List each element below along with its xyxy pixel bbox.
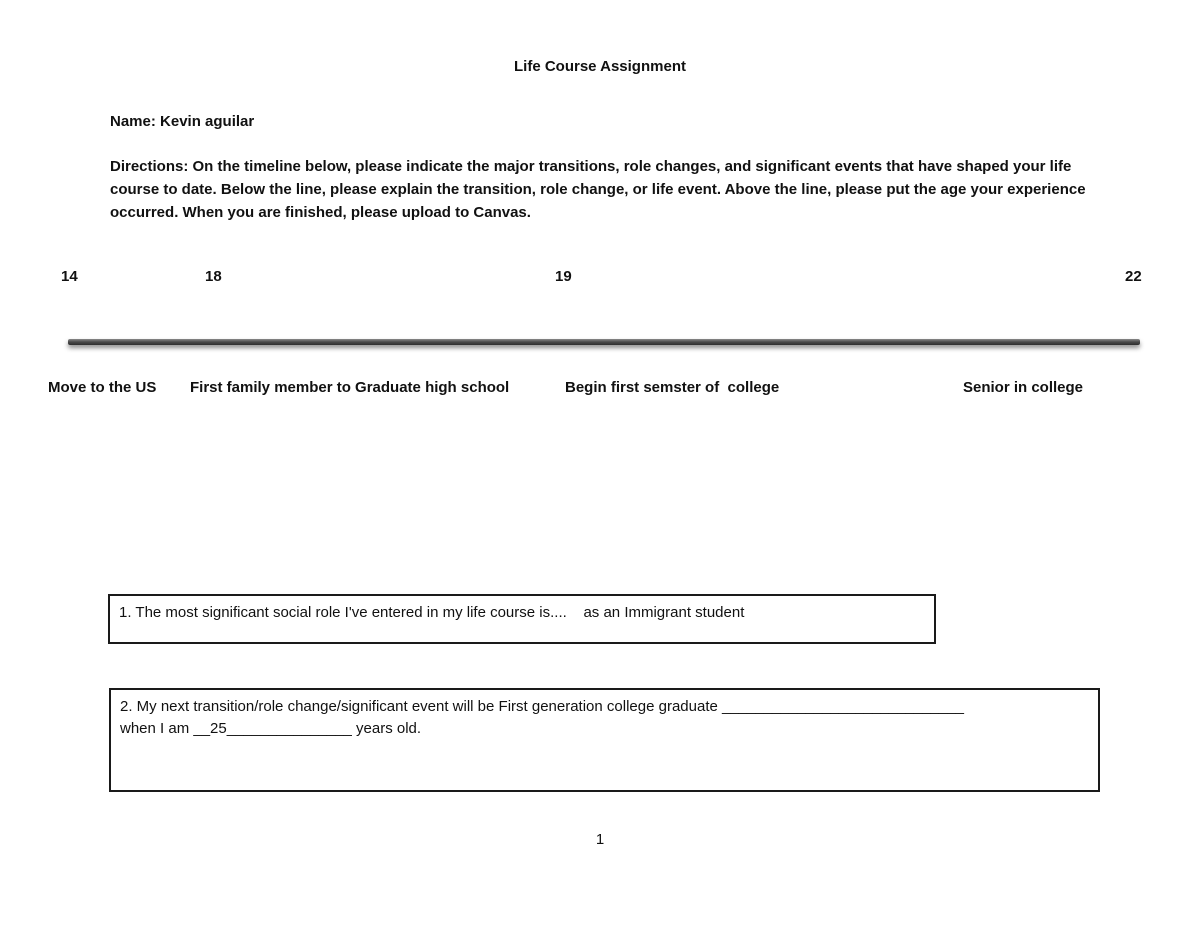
- question-1-text: 1. The most significant social role I've entered in my life course is.... as an Immigrant student: [119, 604, 745, 621]
- timeline-event-4: Senior in college: [963, 379, 1084, 396]
- question-2-box: [109, 688, 1100, 792]
- timeline-event-2: First family member to Graduate high school: [190, 379, 510, 396]
- timeline-event-3: Begin first semster of college: [565, 379, 780, 396]
- page-number: 1: [595, 831, 605, 848]
- timeline-age-2: 18: [205, 268, 222, 285]
- page-title: Life Course Assignment: [514, 58, 686, 75]
- student-name: Name: Kevin aguilar: [110, 113, 255, 130]
- timeline-event-1: Move to the US: [48, 379, 157, 396]
- question-2-line-1: 2. My next transition/role change/significant event will be First generation college graduate _____________________________: [120, 698, 964, 715]
- question-1-box: [108, 594, 936, 644]
- timeline-age-1: 14: [61, 268, 78, 285]
- timeline-age-3: 19: [555, 268, 572, 285]
- question-2-line-2: when I am __25_______________ years old.: [120, 720, 422, 737]
- timeline-age-4: 22: [1125, 268, 1142, 285]
- timeline-line: [68, 339, 1140, 345]
- directions-paragraph: Directions: On the timeline below, please indicate the major transitions, role changes, and significant events that have shaped your life course to date. Below the line, please explain the transition, role change, or life event. Above the line, please put the age your experience occurred. When you are finished, please upload to Canvas.: [110, 158, 1086, 221]
